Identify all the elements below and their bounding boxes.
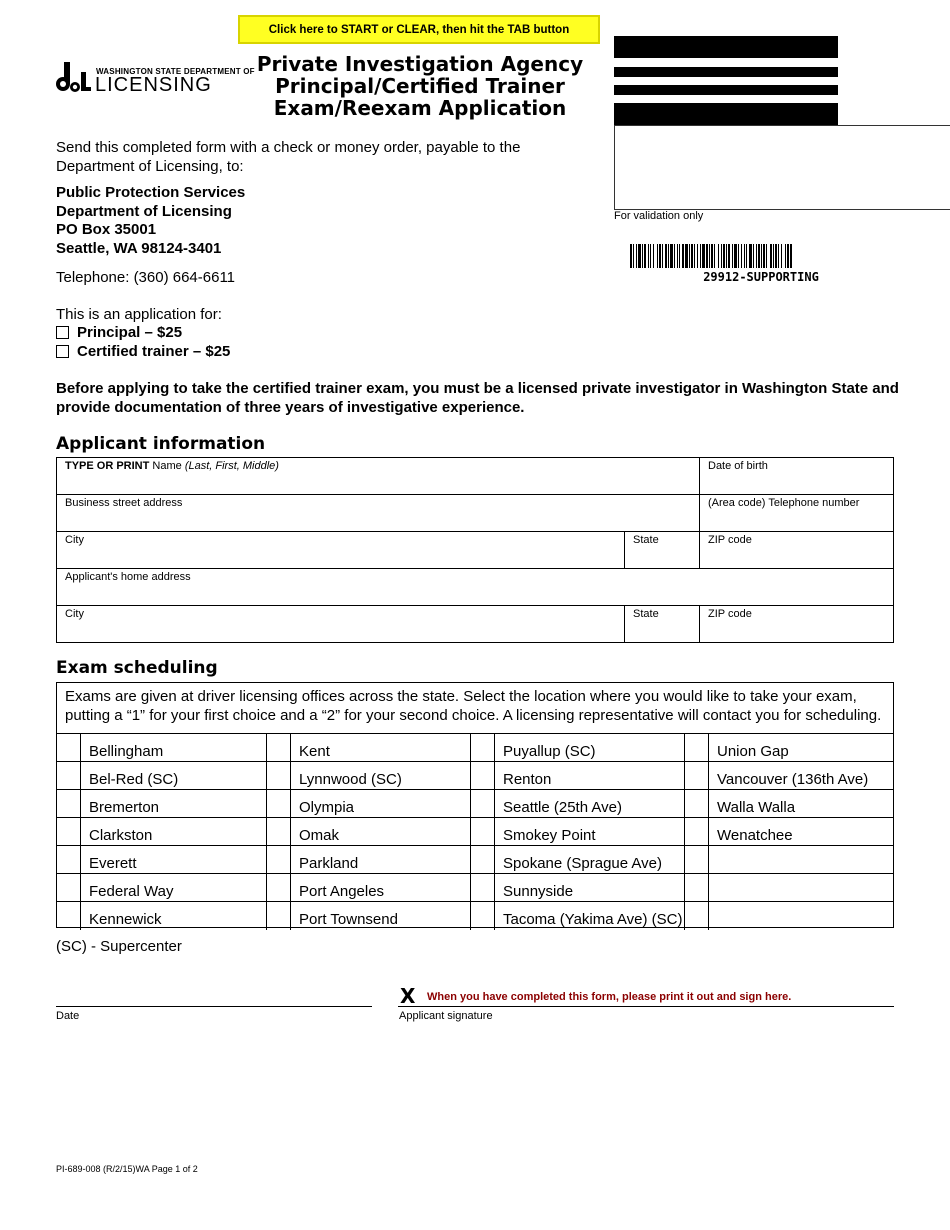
form-footer: PI-689-008 (R/2/15)WA Page 1 of 2	[56, 1164, 198, 1174]
exam-location-name: Renton	[495, 762, 685, 790]
exam-table	[56, 682, 894, 928]
barcode-image	[630, 244, 892, 268]
exam-location-name: Smokey Point	[495, 818, 685, 846]
city-field-1[interactable]	[57, 532, 625, 569]
home-address-field[interactable]	[57, 569, 894, 606]
exam-choice-input[interactable]	[267, 818, 291, 846]
home-address-label: Applicant's home address	[65, 571, 191, 583]
logo-agency-small: WASHINGTON STATE DEPARTMENT OF	[96, 67, 255, 76]
exam-choice-input[interactable]	[471, 762, 495, 790]
exam-choice-input[interactable]	[267, 874, 291, 902]
barcode-text: 29912-SUPPORTING	[703, 270, 819, 284]
exam-location-name: Everett	[81, 846, 267, 874]
applicant-table	[56, 457, 894, 643]
validation-bar-2	[614, 67, 838, 77]
exam-location-name: Kent	[291, 734, 471, 762]
exam-location-name: Bel-Red (SC)	[81, 762, 267, 790]
exam-choice-input[interactable]	[267, 762, 291, 790]
exam-choice-input[interactable]	[267, 734, 291, 762]
exam-location-name: Vancouver (136th Ave)	[717, 771, 869, 788]
exam-location-name: Port Angeles	[291, 874, 471, 902]
dob-field[interactable]	[700, 458, 894, 495]
exam-choice-input[interactable]	[57, 734, 81, 762]
exam-location-name: Puyallup (SC)	[495, 734, 685, 762]
exam-location-name: Port Townsend	[291, 902, 471, 930]
city-label-1: City	[65, 534, 84, 546]
start-clear-button[interactable]: Click here to START or CLEAR, then hit the TAB button	[238, 15, 600, 44]
send-instructions: Send this completed form with a check or money order, payable to the Department of Licensing, to:	[56, 139, 521, 175]
title-line-1: Private Investigation Agency	[256, 52, 584, 76]
exam-location-name: Kennewick	[81, 902, 267, 930]
certified-trainer-label: Certified trainer – $25	[77, 343, 231, 360]
exam-location-name: Wenatchee	[717, 827, 793, 844]
exam-choice-input[interactable]	[57, 874, 81, 902]
exam-location-name: Clarkston	[81, 818, 267, 846]
exam-location-name: Parkland	[291, 846, 471, 874]
title-line-2: Principal/Certified Trainer	[275, 74, 565, 98]
exam-location-name: Lynnwood (SC)	[291, 762, 471, 790]
exam-choice-input[interactable]	[471, 734, 495, 762]
dob-label: Date of birth	[708, 460, 768, 472]
exam-choice-input[interactable]	[685, 818, 709, 846]
address-line-3: PO Box 35001	[56, 221, 157, 238]
exam-location-name: Walla Walla	[717, 799, 796, 816]
exam-location-name: Omak	[291, 818, 471, 846]
mailing-address	[56, 184, 245, 258]
business-address-field[interactable]	[57, 495, 700, 532]
exam-location-row	[57, 762, 893, 790]
supercenter-footnote: (SC) - Supercenter	[56, 938, 182, 955]
exam-choice-input[interactable]	[685, 902, 709, 930]
name-field-plain: Name	[152, 460, 182, 472]
principal-checkbox[interactable]	[56, 326, 69, 339]
exam-choice-input[interactable]	[471, 846, 495, 874]
exam-location-row	[57, 818, 893, 846]
exam-location-name	[709, 902, 893, 930]
exam-choice-input[interactable]	[57, 818, 81, 846]
application-options	[56, 323, 230, 361]
business-address-label: Business street address	[65, 497, 183, 509]
exam-location-row	[57, 874, 893, 902]
option-principal	[56, 323, 230, 342]
telephone-label: (Area code) Telephone number	[708, 497, 860, 509]
exam-section-title: Exam scheduling	[56, 658, 218, 678]
logo-agency-big: LICENSING	[95, 74, 212, 96]
validation-label: For validation only	[614, 210, 704, 222]
exam-location-name: Union Gap	[717, 743, 789, 760]
option-certified-trainer	[56, 342, 230, 361]
signature-line[interactable]	[398, 1006, 894, 1007]
telephone-field[interactable]	[700, 495, 894, 532]
exam-location-name	[709, 874, 893, 902]
exam-location-row	[57, 846, 893, 874]
date-line[interactable]	[56, 1006, 372, 1007]
exam-location-row	[57, 734, 893, 762]
zip-field-1[interactable]	[700, 532, 894, 569]
exam-choice-input[interactable]	[267, 790, 291, 818]
exam-choice-input[interactable]	[685, 790, 709, 818]
address-line-2: Department of Licensing	[56, 202, 232, 220]
certified-trainer-checkbox[interactable]	[56, 345, 69, 358]
exam-choice-input[interactable]	[57, 846, 81, 874]
state-label-2: State	[633, 608, 659, 620]
state-label-1: State	[633, 534, 659, 546]
exam-choice-input[interactable]	[685, 762, 709, 790]
date-label: Date	[56, 1010, 80, 1022]
exam-location-row	[57, 902, 893, 930]
validation-bar-4	[614, 103, 838, 125]
exam-choice-input[interactable]	[471, 902, 495, 930]
exam-choice-input[interactable]	[267, 902, 291, 930]
name-field[interactable]	[57, 458, 700, 495]
validation-bar-1	[614, 36, 838, 58]
exam-location-name: Federal Way	[81, 874, 267, 902]
exam-choice-input[interactable]	[685, 874, 709, 902]
exam-choice-input[interactable]	[57, 762, 81, 790]
name-field-italic: (Last, First, Middle)	[184, 460, 279, 472]
state-field-1[interactable]	[625, 532, 700, 569]
telephone-text: Telephone: (360) 664-6611	[56, 269, 236, 286]
zip-label-1: ZIP code	[708, 534, 752, 546]
exam-choice-input[interactable]	[471, 818, 495, 846]
zip-label-2: ZIP code	[708, 608, 752, 620]
applicant-section-title: Applicant information	[56, 434, 266, 454]
exam-choice-input[interactable]	[685, 846, 709, 874]
trainer-notice: Before applying to take the certified trainer exam, you must be a licensed private investigator in Washington State and provide documentation of three years of investigative experience.	[56, 380, 899, 416]
exam-location-name: Bellingham	[81, 734, 267, 762]
exam-choice-input[interactable]	[471, 874, 495, 902]
exam-choice-input[interactable]	[57, 790, 81, 818]
city-label-2: City	[65, 608, 84, 620]
exam-location-name: Bremerton	[81, 790, 267, 818]
print-sign-note: When you have completed this form, please print it out and sign here.	[427, 991, 792, 1003]
exam-location-name: Sunnyside	[495, 874, 685, 902]
city-field-2[interactable]	[57, 606, 625, 642]
signature-x-mark: X	[400, 984, 416, 1008]
name-field-bold: TYPE OR PRINT	[65, 460, 150, 472]
principal-label: Principal – $25	[77, 324, 183, 341]
form-title	[245, 53, 595, 119]
address-line-4: Seattle, WA 98124-3401	[56, 239, 222, 257]
title-line-3: Exam/Reexam Application	[273, 96, 567, 120]
exam-location-name: Spokane (Sprague Ave)	[495, 846, 685, 874]
dol-logo-icon	[55, 62, 91, 94]
signature-label: Applicant signature	[399, 1010, 493, 1022]
exam-location-name: Tacoma (Yakima Ave) (SC)	[495, 902, 685, 930]
exam-location-row	[57, 790, 893, 818]
exam-choice-input[interactable]	[471, 790, 495, 818]
validation-bar-3	[614, 85, 838, 95]
exam-location-name: Seattle (25th Ave)	[495, 790, 685, 818]
application-for-label: This is an application for:	[56, 306, 222, 323]
address-line-1: Public Protection Services	[56, 184, 246, 201]
exam-choice-input[interactable]	[267, 846, 291, 874]
exam-choice-input[interactable]	[685, 734, 709, 762]
zip-field-2[interactable]	[700, 606, 894, 642]
exam-location-name	[709, 846, 893, 874]
validation-box	[614, 125, 950, 210]
exam-location-name: Olympia	[291, 790, 471, 818]
exam-intro: Exams are given at driver licensing offices across the state. Select the location where you would like to take your exam, putting a “1” for your first choice and a “2” for your second choice. A licensing representative will contact you for scheduling.	[57, 683, 893, 734]
dol-logo	[55, 62, 255, 96]
state-field-2[interactable]	[625, 606, 700, 642]
exam-choice-input[interactable]	[57, 902, 81, 930]
